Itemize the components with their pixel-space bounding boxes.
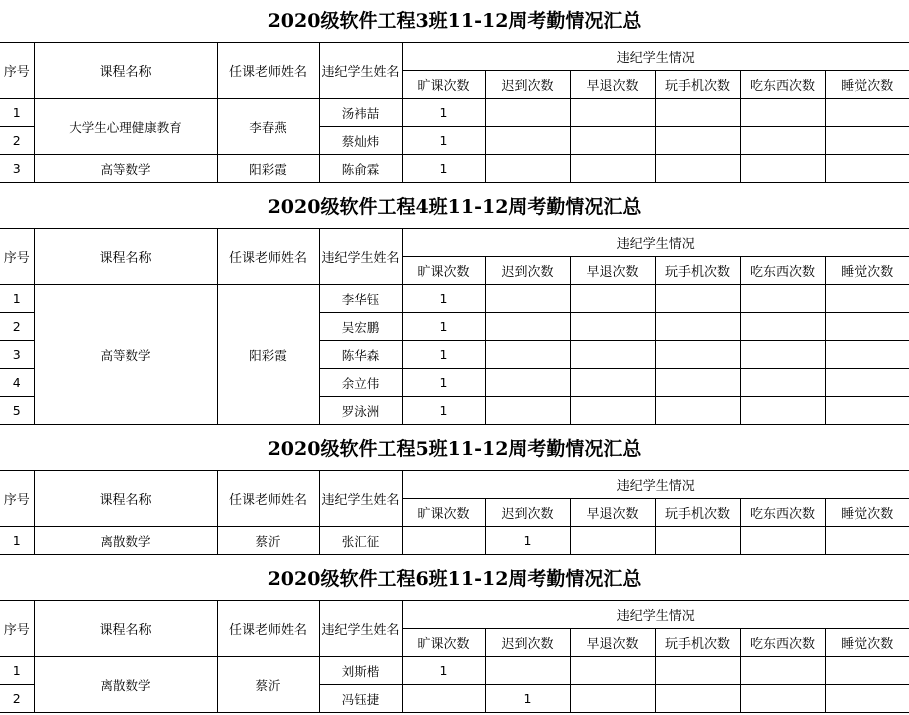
count-cell [485, 155, 570, 183]
header-count-col: 吃东西次数 [740, 499, 825, 527]
count-cell [655, 285, 740, 313]
count-cell [740, 527, 825, 555]
row-number: 2 [0, 685, 34, 713]
section-title: 2020级软件工程4班11-12周考勤情况汇总 [267, 196, 642, 218]
count-cell: 1 [402, 341, 485, 369]
header-count-col: 吃东西次数 [740, 257, 825, 285]
course-name: 大学生心理健康教育 [34, 99, 217, 155]
count-cell [825, 341, 909, 369]
count-cell [740, 285, 825, 313]
section-title: 2020级软件工程3班11-12周考勤情况汇总 [267, 10, 642, 32]
table-row [0, 527, 909, 555]
count-cell [655, 313, 740, 341]
header-teacher: 任课老师姓名 [217, 471, 319, 527]
teacher-name: 李春燕 [217, 99, 319, 155]
course-name: 离散数学 [34, 527, 217, 555]
count-cell [402, 527, 485, 555]
count-cell [740, 397, 825, 425]
student-name: 李华钰 [319, 285, 402, 313]
count-cell [825, 155, 909, 183]
header-no: 序号 [0, 229, 34, 285]
student-name: 余立伟 [319, 369, 402, 397]
count-cell [570, 341, 655, 369]
student-name: 刘斯楷 [319, 657, 402, 685]
count-cell [570, 99, 655, 127]
class-section [0, 428, 909, 555]
table-row [0, 99, 909, 127]
student-name: 张汇征 [319, 527, 402, 555]
count-cell [485, 341, 570, 369]
header-row [0, 43, 909, 71]
count-cell [655, 369, 740, 397]
count-cell [485, 127, 570, 155]
table-row [0, 155, 909, 183]
count-cell [740, 99, 825, 127]
teacher-name: 蔡沂 [217, 657, 319, 713]
count-cell [485, 369, 570, 397]
count-cell: 1 [402, 397, 485, 425]
header-count-col: 旷课次数 [402, 257, 485, 285]
count-cell [825, 397, 909, 425]
count-cell: 1 [402, 657, 485, 685]
count-cell [655, 341, 740, 369]
count-cell [740, 685, 825, 713]
row-number: 1 [0, 285, 34, 313]
row-number: 1 [0, 657, 34, 685]
course-name: 高等数学 [34, 285, 217, 425]
header-student: 违纪学生姓名 [319, 471, 402, 527]
count-cell [570, 285, 655, 313]
header-course: 课程名称 [34, 43, 217, 99]
count-cell [655, 397, 740, 425]
header-row [0, 601, 909, 629]
table-row [0, 657, 909, 685]
header-count-col: 玩手机次数 [655, 629, 740, 657]
student-name: 吴宏鹏 [319, 313, 402, 341]
count-cell [655, 657, 740, 685]
attendance-table [0, 470, 909, 555]
header-count-col: 迟到次数 [485, 71, 570, 99]
header-teacher: 任课老师姓名 [217, 601, 319, 657]
count-cell [655, 685, 740, 713]
header-situation: 违纪学生情况 [402, 601, 909, 629]
attendance-table [0, 228, 909, 425]
count-cell: 1 [402, 155, 485, 183]
header-count-col: 吃东西次数 [740, 629, 825, 657]
count-cell [740, 657, 825, 685]
count-cell [570, 397, 655, 425]
header-count-col: 旷课次数 [402, 499, 485, 527]
header-count-col: 迟到次数 [485, 499, 570, 527]
header-student: 违纪学生姓名 [319, 43, 402, 99]
row-number: 5 [0, 397, 34, 425]
header-student: 违纪学生姓名 [319, 229, 402, 285]
header-count-col: 睡觉次数 [825, 629, 909, 657]
student-name: 冯钰捷 [319, 685, 402, 713]
row-number: 1 [0, 99, 34, 127]
attendance-table [0, 600, 909, 713]
count-cell: 1 [402, 99, 485, 127]
count-cell [825, 527, 909, 555]
class-section [0, 0, 909, 183]
class-section [0, 186, 909, 425]
section-title: 2020级软件工程6班11-12周考勤情况汇总 [267, 568, 642, 590]
count-cell [402, 685, 485, 713]
course-name: 高等数学 [34, 155, 217, 183]
count-cell [825, 285, 909, 313]
header-count-col: 旷课次数 [402, 71, 485, 99]
header-count-col: 迟到次数 [485, 257, 570, 285]
count-cell: 1 [485, 527, 570, 555]
count-cell [740, 341, 825, 369]
header-row [0, 471, 909, 499]
count-cell [570, 657, 655, 685]
student-name: 汤袆喆 [319, 99, 402, 127]
count-cell: 1 [402, 313, 485, 341]
count-cell [740, 127, 825, 155]
row-number: 3 [0, 155, 34, 183]
header-student: 违纪学生姓名 [319, 601, 402, 657]
count-cell [655, 127, 740, 155]
count-cell [570, 155, 655, 183]
attendance-table [0, 42, 909, 183]
count-cell [570, 685, 655, 713]
section-title: 2020级软件工程5班11-12周考勤情况汇总 [267, 438, 642, 460]
header-situation: 违纪学生情况 [402, 229, 909, 257]
teacher-name: 蔡沂 [217, 527, 319, 555]
course-name: 离散数学 [34, 657, 217, 713]
student-name: 蔡灿炜 [319, 127, 402, 155]
class-section [0, 558, 909, 713]
header-count-col: 玩手机次数 [655, 71, 740, 99]
count-cell [825, 313, 909, 341]
header-count-col: 玩手机次数 [655, 257, 740, 285]
row-number: 2 [0, 313, 34, 341]
header-count-col: 睡觉次数 [825, 257, 909, 285]
header-count-col: 早退次数 [570, 257, 655, 285]
count-cell [655, 155, 740, 183]
header-row [0, 229, 909, 257]
count-cell [570, 369, 655, 397]
header-teacher: 任课老师姓名 [217, 43, 319, 99]
count-cell [655, 99, 740, 127]
count-cell [825, 369, 909, 397]
student-name: 陈华森 [319, 341, 402, 369]
count-cell [570, 313, 655, 341]
count-cell [570, 527, 655, 555]
count-cell [485, 657, 570, 685]
row-number: 3 [0, 341, 34, 369]
count-cell [740, 155, 825, 183]
row-number: 1 [0, 527, 34, 555]
header-no: 序号 [0, 43, 34, 99]
count-cell [825, 127, 909, 155]
count-cell [740, 369, 825, 397]
table-row [0, 285, 909, 313]
count-cell: 1 [402, 369, 485, 397]
header-count-col: 旷课次数 [402, 629, 485, 657]
header-count-col: 迟到次数 [485, 629, 570, 657]
header-count-col: 早退次数 [570, 499, 655, 527]
header-count-col: 玩手机次数 [655, 499, 740, 527]
header-course: 课程名称 [34, 229, 217, 285]
student-name: 罗泳洲 [319, 397, 402, 425]
header-situation: 违纪学生情况 [402, 471, 909, 499]
row-number: 4 [0, 369, 34, 397]
count-cell: 1 [402, 285, 485, 313]
count-cell [655, 527, 740, 555]
header-count-col: 睡觉次数 [825, 71, 909, 99]
count-cell: 1 [485, 685, 570, 713]
header-count-col: 早退次数 [570, 629, 655, 657]
header-count-col: 早退次数 [570, 71, 655, 99]
count-cell [485, 99, 570, 127]
count-cell [485, 397, 570, 425]
count-cell: 1 [402, 127, 485, 155]
teacher-name: 阳彩霞 [217, 155, 319, 183]
header-teacher: 任课老师姓名 [217, 229, 319, 285]
count-cell [825, 657, 909, 685]
teacher-name: 阳彩霞 [217, 285, 319, 425]
header-no: 序号 [0, 471, 34, 527]
header-course: 课程名称 [34, 601, 217, 657]
count-cell [485, 313, 570, 341]
header-situation: 违纪学生情况 [402, 43, 909, 71]
header-course: 课程名称 [34, 471, 217, 527]
row-number: 2 [0, 127, 34, 155]
header-no: 序号 [0, 601, 34, 657]
header-count-col: 吃东西次数 [740, 71, 825, 99]
header-count-col: 睡觉次数 [825, 499, 909, 527]
count-cell [485, 285, 570, 313]
count-cell [740, 313, 825, 341]
count-cell [825, 99, 909, 127]
count-cell [825, 685, 909, 713]
student-name: 陈俞霖 [319, 155, 402, 183]
count-cell [570, 127, 655, 155]
